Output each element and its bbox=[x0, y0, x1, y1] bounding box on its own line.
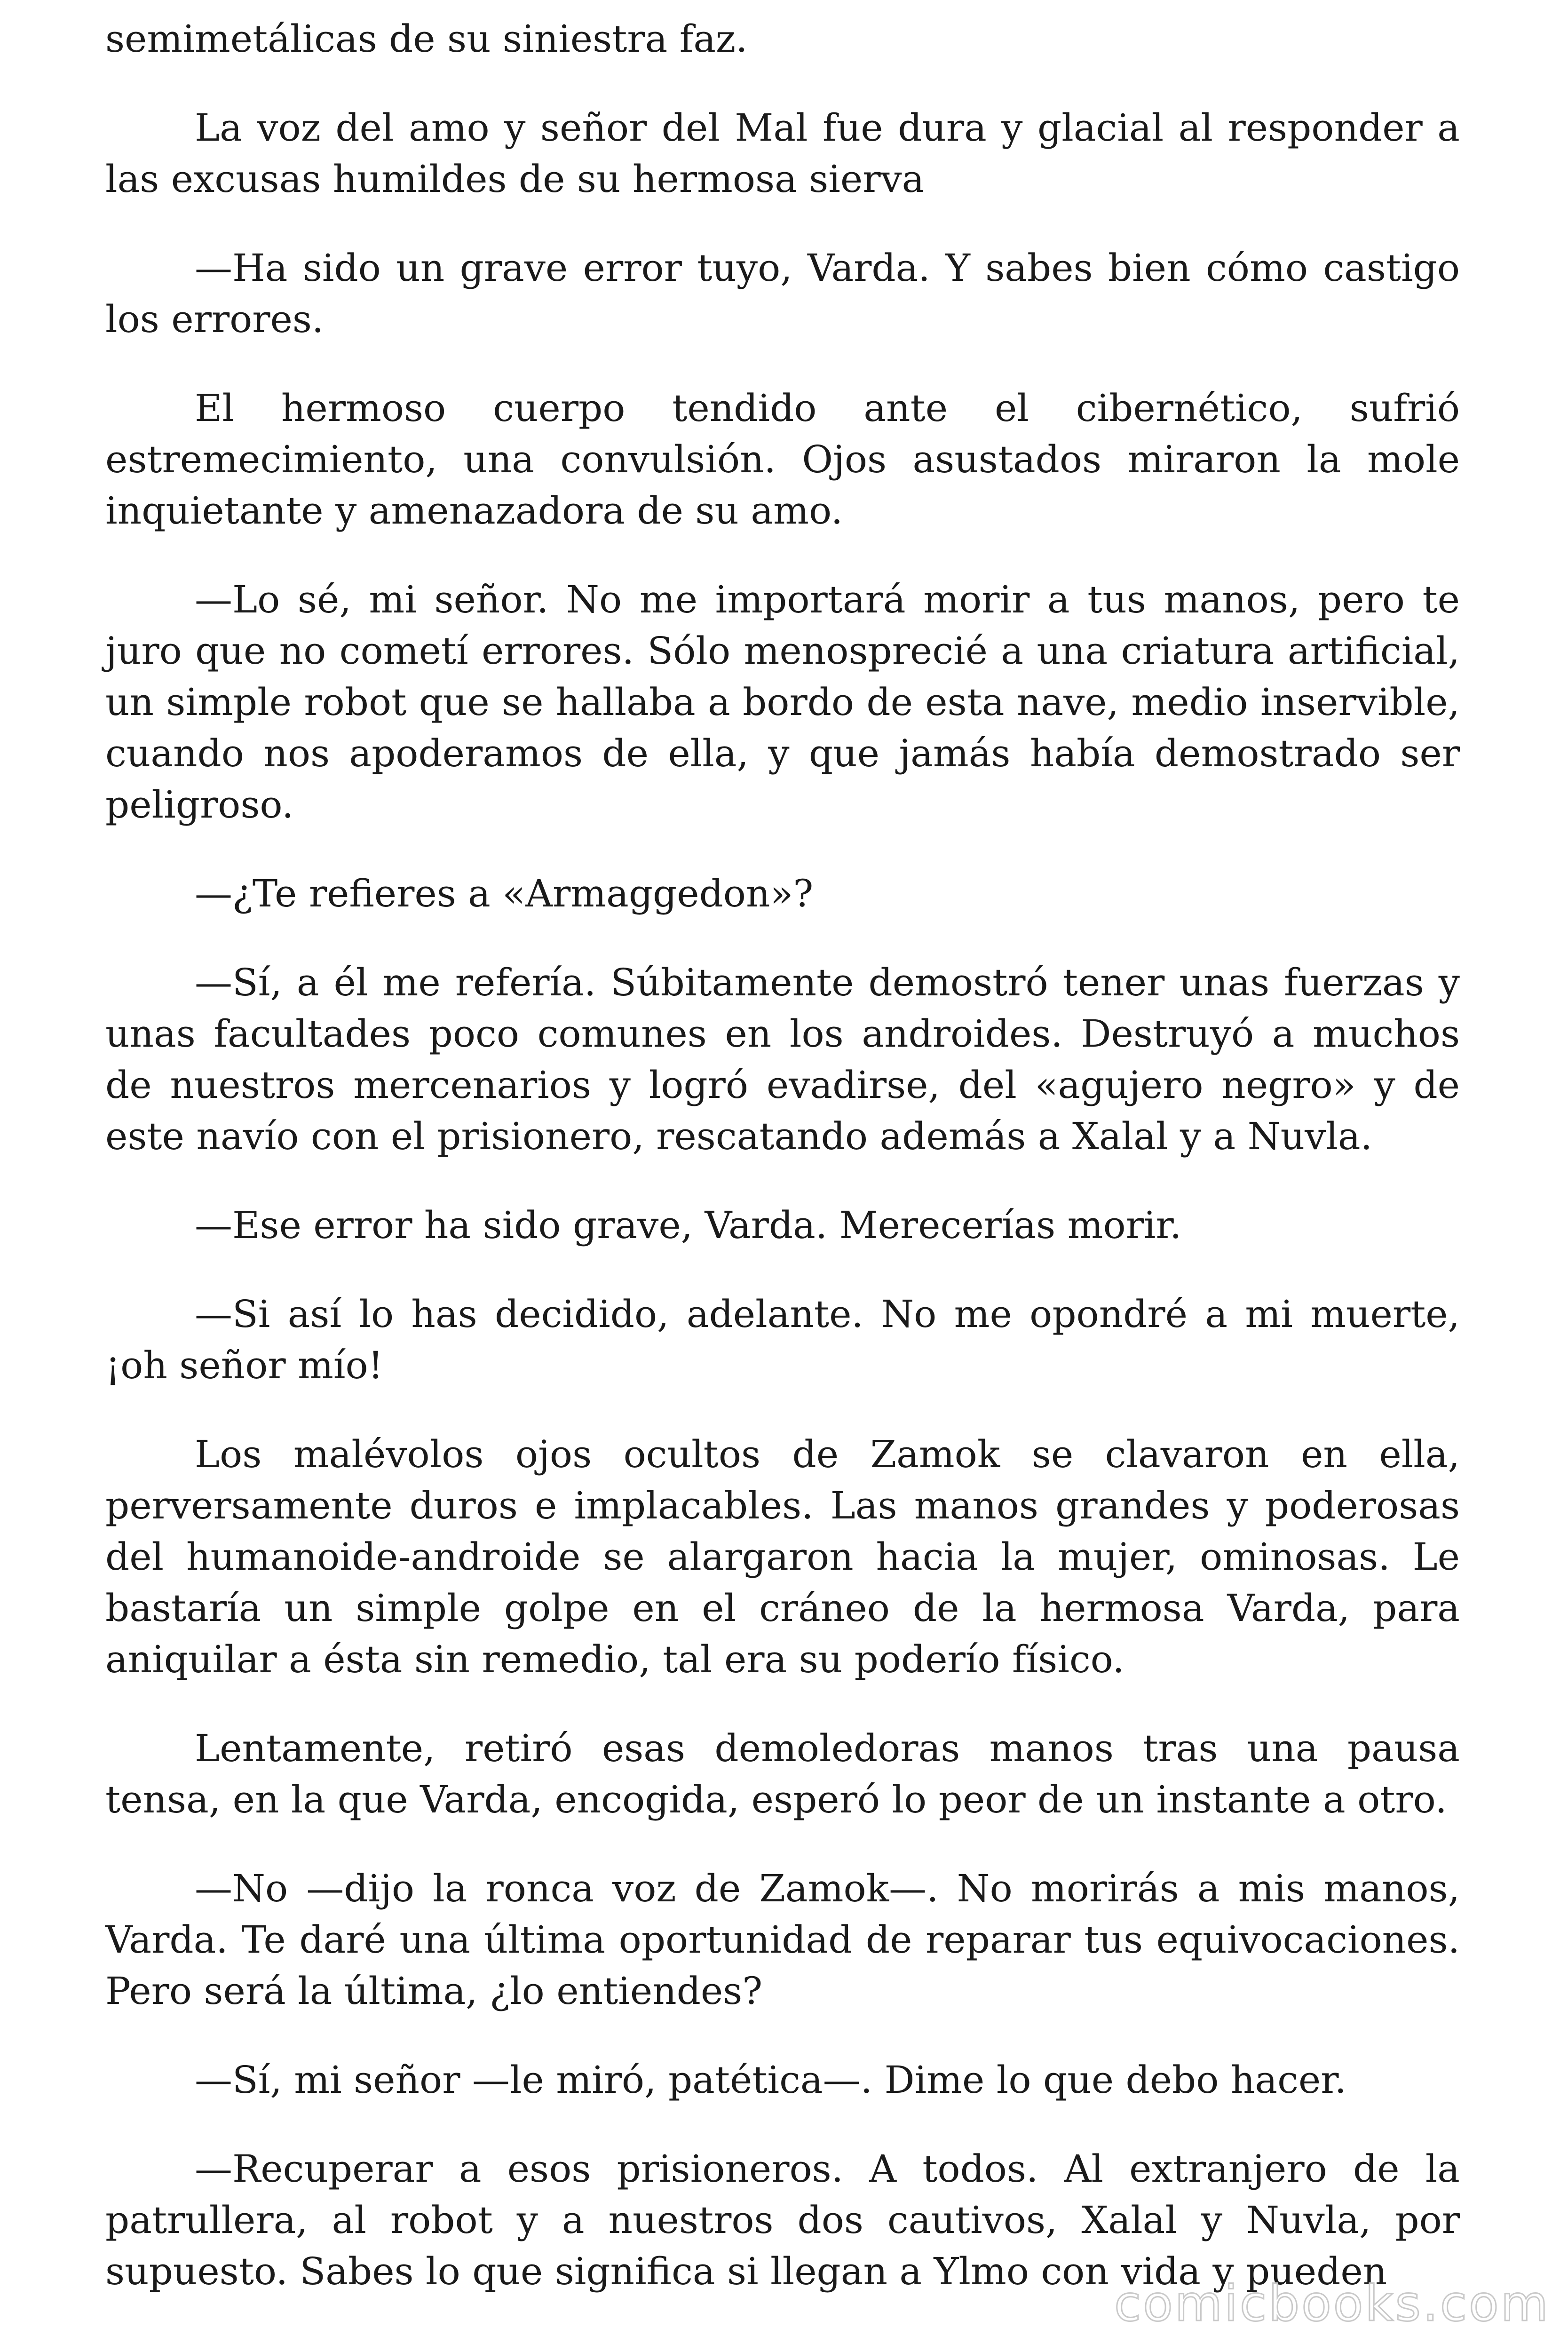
paragraph-4: El hermoso cuerpo tendido ante el cibernético, sufrió estremecimiento, una convulsión. Ojos asustados miraron la mole inquietante y amenazadora de su amo. bbox=[105, 386, 1460, 532]
paragraph-1: semimetálicas de su siniestra faz. bbox=[105, 17, 748, 61]
paragraph-13: —Sí, mi señor —le miró, patética—. Dime lo que debo hacer. bbox=[195, 2058, 1347, 2102]
paragraph-5: —Lo sé, mi señor. No me importará morir a tus manos, pero te juro que no cometí errores. Sólo menosprecié a una criatura artificial, un simple robot que se hallaba a bordo de esta nave, medio inservible, cuando nos apoderamos de ella, y que jamás había demostrado ser peligroso. bbox=[105, 578, 1460, 826]
paragraph-14: —Recuperar a esos prisioneros. A todos. Al extranjero de la patrullera, al robot y a nuestros dos cautivos, Xalal y Nuvla, por supuesto. Sabes lo que significa si llegan a Ylmo con vida y pueden bbox=[105, 2147, 1460, 2293]
paragraph-12: —No —dijo la ronca voz de Zamok—. No morirás a mis manos, Varda. Te daré una última oportunidad de reparar tus equivocaciones. Pero será la última, ¿lo entiendes? bbox=[105, 1867, 1460, 2013]
paragraph-6: —¿Te refieres a «Armaggedon»? bbox=[195, 872, 814, 915]
paragraph-11: Lentamente, retiró esas demoledoras manos tras una pausa tensa, en la que Varda, encogida, esperó lo peor de un instante a otro. bbox=[105, 1726, 1460, 1821]
paragraph-10: Los malévolos ojos ocultos de Zamok se clavaron en ella, perversamente duros e implacables. Las manos grandes y poderosas del humanoide-androide se alargaron hacia la mujer, ominosas. Le bastaría un simple golpe en el cráneo de la hermosa Varda, para aniquilar a ésta sin remedio, tal era su poderío físico. bbox=[105, 1432, 1460, 1681]
paragraph-3: —Ha sido un grave error tuyo, Varda. Y sabes bien cómo castigo los errores. bbox=[105, 246, 1460, 341]
paragraph-7: —Sí, a él me refería. Súbitamente demostró tener unas fuerzas y unas facultades poco comunes en los androides. Destruyó a muchos de nuestros mercenarios y logró evadirse, del «agujero negro» y de este navío con el prisionero, rescatando además a Xalal y a Nuvla. bbox=[105, 961, 1460, 1158]
book-page-body bbox=[105, 13, 1460, 2335]
paragraph-2: La voz del amo y señor del Mal fue dura y glacial al responder a las excusas humildes de su hermosa sierva bbox=[105, 106, 1460, 201]
watermark: comicbooks.com bbox=[1114, 2275, 1550, 2332]
paragraph-9: —Si así lo has decidido, adelante. No me opondré a mi muerte, ¡oh señor mío! bbox=[105, 1292, 1460, 1387]
paragraph-8: —Ese error ha sido grave, Varda. Merecerías morir. bbox=[195, 1203, 1182, 1247]
